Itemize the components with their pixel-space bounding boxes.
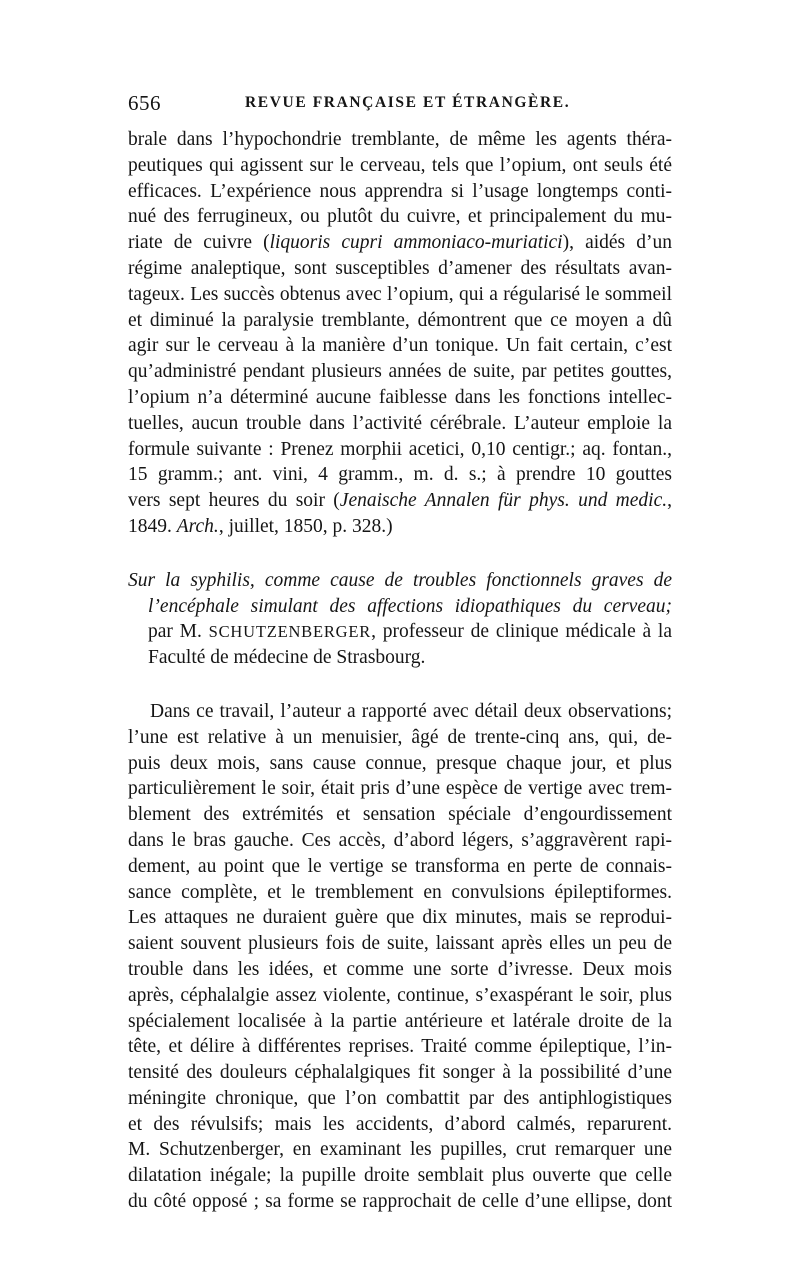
heading-line: l’encéphale simulant des affections idiopathiques du cerveau; [148,595,672,617]
text-line [128,488,672,514]
text-line: efficaces. L’expérience nous apprendra si l’usage longtemps conti- [128,180,672,202]
text-line: dilatation inégale; la pupille droite semblait plus ouverte que celle [128,1165,672,1187]
text-fragment: ), aidés d’un [562,232,672,254]
text-line: nué des ferrugineux, ou plutôt du cuivre, et principalement du mu- [128,206,672,228]
text-line: agir sur le cerveau à la manière d’un tonique. Un fait certain, c’est [128,335,672,357]
journal-title: Jenaische Annalen für phys. und medic. [339,490,668,512]
text-line: formule suivante : Prenez morphii acetici, 0,10 centigr.; aq. fontan., [128,438,672,460]
text-line: tête, et délire à différentes reprises. Traité comme épileptique, l’in- [128,1036,672,1058]
text-fragment: riate de cuivre ( [128,232,270,254]
text-fragment: , professeur de clinique médicale à la [371,621,672,643]
text-line: et des révulsifs; mais les accidents, d’abord calmés, reparurent. [128,1113,672,1135]
text-line: tensité des douleurs céphalalgiques fit songer à la possibilité d’une [128,1062,672,1084]
author-name: SCHUTZENBERGER [208,622,372,642]
author-line [128,619,672,645]
text-line: trouble dans les idées, et comme une sorte d’ivresse. Deux mois [128,958,672,980]
text-line: brale dans l’hypochondrie tremblante, de même les agents théra- [128,129,672,150]
text-line [128,230,672,256]
text-line: spécialement localisée à la partie antérieure et latérale droite de la [128,1010,672,1032]
text-line: qu’administré pendant plusieurs années de suite, par petites gouttes, [128,361,672,383]
text-fragment: , [667,490,672,512]
text-line: après, céphalalgie assez violente, continue, s’exaspérant le soir, plus [128,984,672,1006]
text-fragment: , juillet, 1850, p. 328.) [218,515,393,537]
text-line: saient souvent plusieurs fois de suite, laissant après elles un peu de [128,933,672,955]
text-fragment: par M. [148,621,209,643]
text-line: Dans ce travail, l’auteur a rapporté avec détail deux observations; [150,700,672,722]
text-line: méningite chronique, que l’on combattit par des antiphlogistiques [128,1087,672,1109]
running-title: REVUE FRANÇAISE ET ÉTRANGÈRE. [245,94,571,111]
article-heading [128,568,672,671]
text-line [128,514,672,540]
text-fragment: 1849. [128,515,177,537]
text-line: l’une est relative à un menuisier, âgé de trente-cinq ans, qui, de- [128,726,672,748]
text-line: 15 gramm.; ant. vini, 4 gramm., m. d. s.; à prendre 10 gouttes [128,464,672,486]
text-line: tageux. Les succès obtenus avec l’opium, qui a régularisé le sommeil [128,283,672,305]
running-header [128,88,672,118]
journal-abbrev: Arch. [176,515,219,537]
text-line: particulièrement le soir, était pris d’une espèce de vertige avec trem- [128,778,672,800]
text-line: tuelles, aucun trouble dans l’activité cérébrale. L’auteur emploie la [128,412,672,434]
text-line: Les attaques ne duraient guère que dix minutes, mais se reprodui- [128,907,672,929]
text-line: régime analeptique, sont susceptibles d’amener des résultats avan- [128,257,672,279]
text-line: dement, au point que le vertige se transforma en perte de connais- [128,855,672,877]
heading-line: Sur la syphilis, comme cause de troubles fonctionnels graves de [128,569,672,591]
book-page [128,88,672,1215]
latin-formula: liquoris cupri ammoniaco-muriatici [269,232,563,254]
affiliation-line: Faculté de médecine de Strasbourg. [148,647,426,669]
text-line: peutiques qui agissent sur le cerveau, tels que l’opium, ont seuls été [128,154,672,176]
text-line: et diminué la paralysie tremblante, démontrent que ce moyen a dû [128,309,672,331]
text-line: sance complète, et le tremblement en convulsions épileptiformes. [128,881,672,903]
text-line: puis deux mois, sans cause connue, presque chaque jour, et plus [128,752,672,774]
text-line: blement des extrémités et sensation spéciale d’engourdissement [128,804,672,826]
paragraph-body [128,699,672,1215]
text-line: M. Schutzenberger, en examinant les pupilles, crut remarquer une [128,1139,672,1161]
text-line: du côté opposé ; sa forme se rapprochait de celle d’une ellipse, dont [128,1191,672,1213]
text-line: l’opium n’a déterminé aucune faiblesse dans les fonctions intellec- [128,386,672,408]
text-fragment: vers sept heures du soir ( [128,490,340,512]
paragraph-continuation [128,127,672,540]
page-number: 656 [128,91,161,115]
text-line: dans le bras gauche. Ces accès, d’abord légers, s’aggravèrent rapi- [128,829,672,851]
